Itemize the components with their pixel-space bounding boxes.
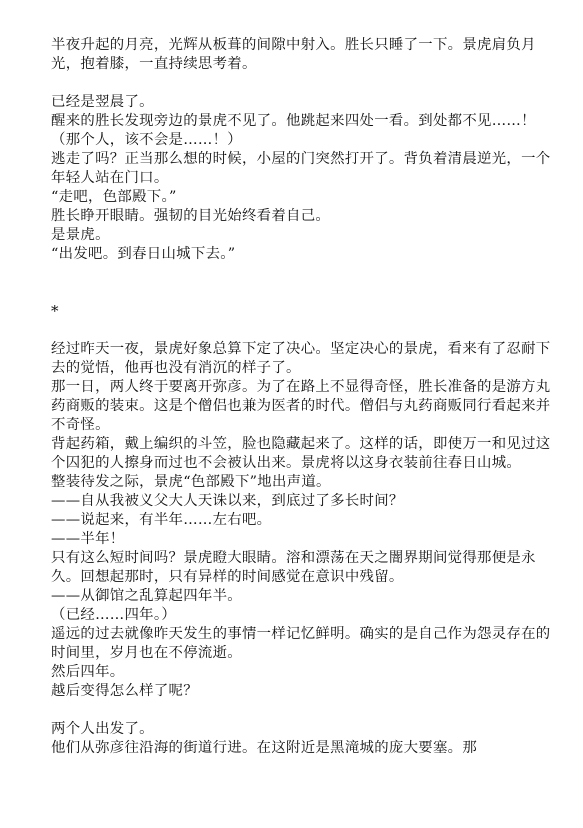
paragraph-then-four-years: 然后四年。 (51, 664, 125, 680)
blank-line (51, 321, 551, 340)
paragraph-resolve: 经过昨天一夜，景虎好象总算下定了决心。坚定决心的景虎，看来有了忍耐下去的觉悟，他再也没有消沉的样子了。 (51, 341, 551, 376)
paragraph-is-kagetora: 是景虎。 (51, 227, 110, 243)
paragraph-dialogue-depart: “出发吧。到春日山城下去。” (51, 246, 236, 262)
paragraph-speaks-up: 整装待发之际，景虎“色部殿下”地出声道。 (51, 474, 331, 490)
section-separator: * (51, 302, 59, 320)
paragraph-coastal-road: 他们从弥彦往沿海的街道行进。在这附近是黑滝城的庞大要塞。那 (51, 740, 478, 756)
paragraph-door-opens: 逃走了吗？正当那么想的时候，小屋的门突然打开了。背负着清晨逆光，一个年轻人站在门口。 (51, 151, 551, 186)
paragraph-dialogue-half-year: ——说起来，有半年……左右吧。 (51, 512, 272, 528)
paragraph-awake: 醒来的胜长发现旁边的景虎不见了。他跳起来四处一看。到处都不见……！ (51, 113, 536, 129)
paragraph-memory: 遥远的过去就像昨天发生的事情一样记忆鲜明。确实的是自己作为怨灵存在的时间里，岁月也在不停流逝。 (51, 626, 551, 661)
paragraph-set-off: 两个人出发了。 (51, 721, 154, 737)
paragraph-eyes-open: 胜长睁开眼睛。强韧的目光始终看着自己。 (51, 208, 331, 224)
paragraph-thought-four-years: （已经……四年。） (51, 607, 177, 623)
paragraph-dialogue-how-long: ——自从我被义父大人天诛以来，到底过了多长时间？ (51, 493, 404, 509)
paragraph-disguise: 那一日，两人终于要离开弥彦。为了在路上不显得奇怪，胜长准备的是游方丸药商贩的装束。这是个僧侣也兼为医者的时代。僧侣与丸药商贩同行看起来并不奇怪。 (51, 379, 551, 433)
blank-line (51, 74, 551, 93)
paragraph-morning: 已经是翌晨了。 (51, 94, 154, 110)
blank-line (51, 701, 551, 720)
blank-line (51, 264, 551, 302)
paragraph-moonlight: 半夜升起的月亮，光辉从板葺的间隙中射入。胜长只睡了一下。景虎肩负月光，抱着膝，一直持续思考着。 (51, 37, 536, 72)
paragraph-hat: 背起药箱，戴上编织的斗笠，脸也隐藏起来了。这样的话，即使万一和见过这个囚犯的人擦身而过也不会被认出来。景虎将以这身衣装前往春日山城。 (51, 436, 551, 471)
paragraph-dialogue-lets-go: “走吧，色部殿下。” (51, 189, 177, 205)
paragraph-dialogue-four-years: ——从御馆之乱算起四年半。 (51, 588, 242, 604)
paragraph-dialogue-half-year-exclaim: ——半年！ (51, 531, 125, 547)
paragraph-thought: （那个人，该不会是……！） (51, 132, 242, 148)
paragraph-echigo: 越后变得怎么样了呢？ (51, 683, 198, 699)
paragraph-eternity: 只有这么短时间吗？景虎瞪大眼睛。溶和漂荡在天之闇界期间觉得那便是永久。回想起那时，只有异样的时间感觉在意识中残留。 (51, 550, 536, 585)
